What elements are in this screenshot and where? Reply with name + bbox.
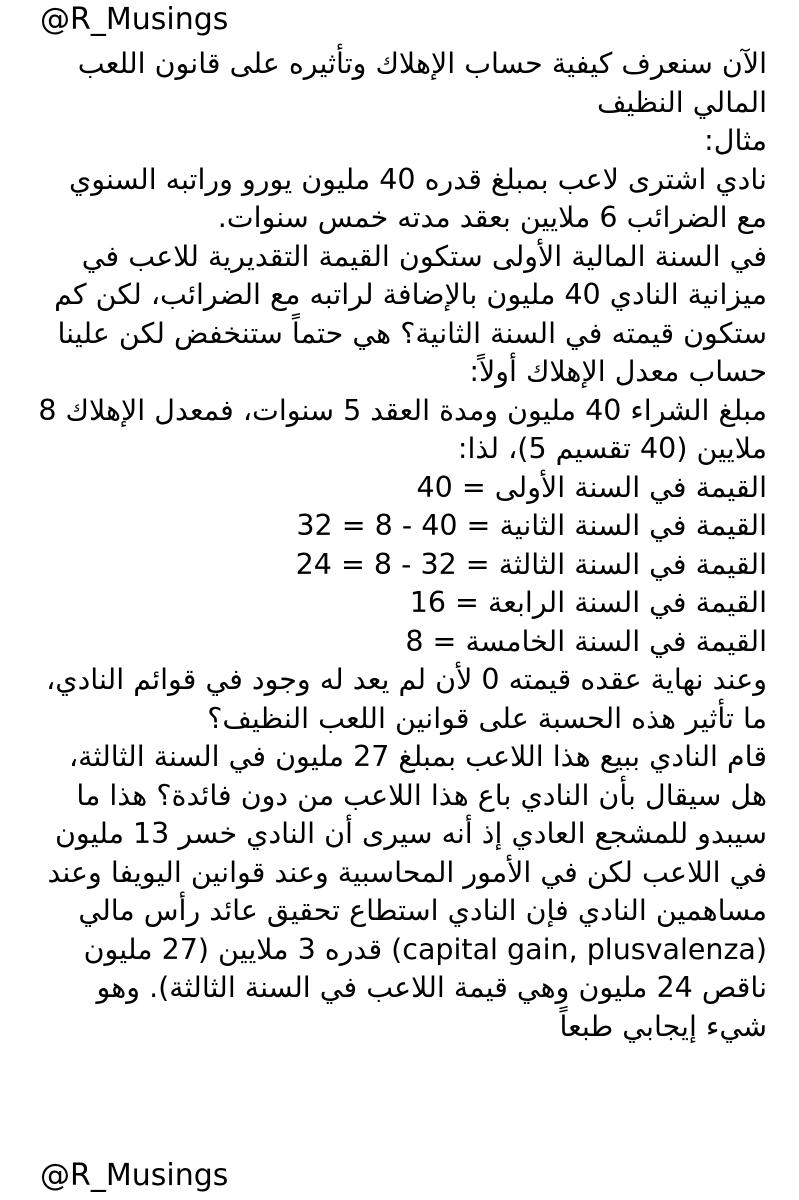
author-handle-bottom: @R_Musings xyxy=(40,1158,229,1193)
intro-paragraph xyxy=(30,45,767,122)
end-paragraph xyxy=(30,661,767,738)
sale-paragraph xyxy=(30,738,767,1046)
article-body xyxy=(30,45,767,1046)
rate-paragraph xyxy=(30,392,767,469)
sale-text-part-1: قام النادي ببيع هذا اللاعب بمبلغ 27 مليون في السنة الثالثة، هل سيقال بأن النادي باع هذا اللاعب من دون فائدة؟ هذا ما سيبدو للمشجع العادي إذ أنه سيرى أن النادي خسر 13 مليون في اللاعب لكن في الأمور المحاسبية وعند قوانين اليويفا وعند مساهمين النادي فإن النادي استطاع تحقيق عائد رأس مالي xyxy=(47,740,767,927)
value-line-year-5: القيمة في السنة الخامسة = 8 xyxy=(405,624,767,658)
question-text: في السنة المالية الأولى ستكون القيمة التقديرية للاعب في ميزانية النادي 40 مليون بالإضافة لراتبه مع الضرائب، لكن كم ستكون قيمته في السنة الثانية؟ هي حتماً ستنخفض لكن علينا حساب معدل الإهلاك أولاً: xyxy=(54,239,767,388)
end-text: وعند نهاية عقده قيمته 0 لأن لم يعد له وجود في قوائم النادي، ما تأثير هذه الحسبة على قوانين اللعب النظيف؟ xyxy=(46,663,767,735)
sale-text-part-2: قدره 3 ملايين (27 مليون ناقص 24 مليون وهي قيمة اللاعب في السنة الثالثة). وهو شيء إيجابي طبعاً xyxy=(83,932,767,1043)
capital-gain-term: (capital gain, plusvalenza) xyxy=(391,932,767,966)
rate-text: مبلغ الشراء 40 مليون ومدة العقد 5 سنوات، فمعدل الإهلاك 8 ملايين (40 تقسيم 5)، لذا: xyxy=(38,393,767,465)
value-line-year-3: القيمة في السنة الثالثة = 32 - 8 = 24 xyxy=(295,547,767,581)
value-line-year-1: القيمة في السنة الأولى = 40 xyxy=(416,470,767,504)
value-line-year-2: القيمة في السنة الثانية = 40 - 8 = 32 xyxy=(296,509,767,542)
author-handle-top: @R_Musings xyxy=(40,2,229,37)
question-paragraph xyxy=(30,238,767,392)
example-label xyxy=(30,122,767,161)
value-list xyxy=(30,469,767,662)
example-paragraph xyxy=(30,161,767,238)
example-label-text: مثال: xyxy=(704,124,767,157)
value-line-year-4: القيمة في السنة الرابعة = 16 xyxy=(409,586,767,619)
example-text: نادي اشترى لاعب بمبلغ قدره 40 مليون يورو وراتبه السنوي مع الضرائب 6 ملايين بعقد مدته خمس سنوات. xyxy=(68,162,767,234)
intro-text: الآن سنعرف كيفية حساب الإهلاك وتأثيره على قانون اللعب المالي النظيف xyxy=(77,47,767,119)
